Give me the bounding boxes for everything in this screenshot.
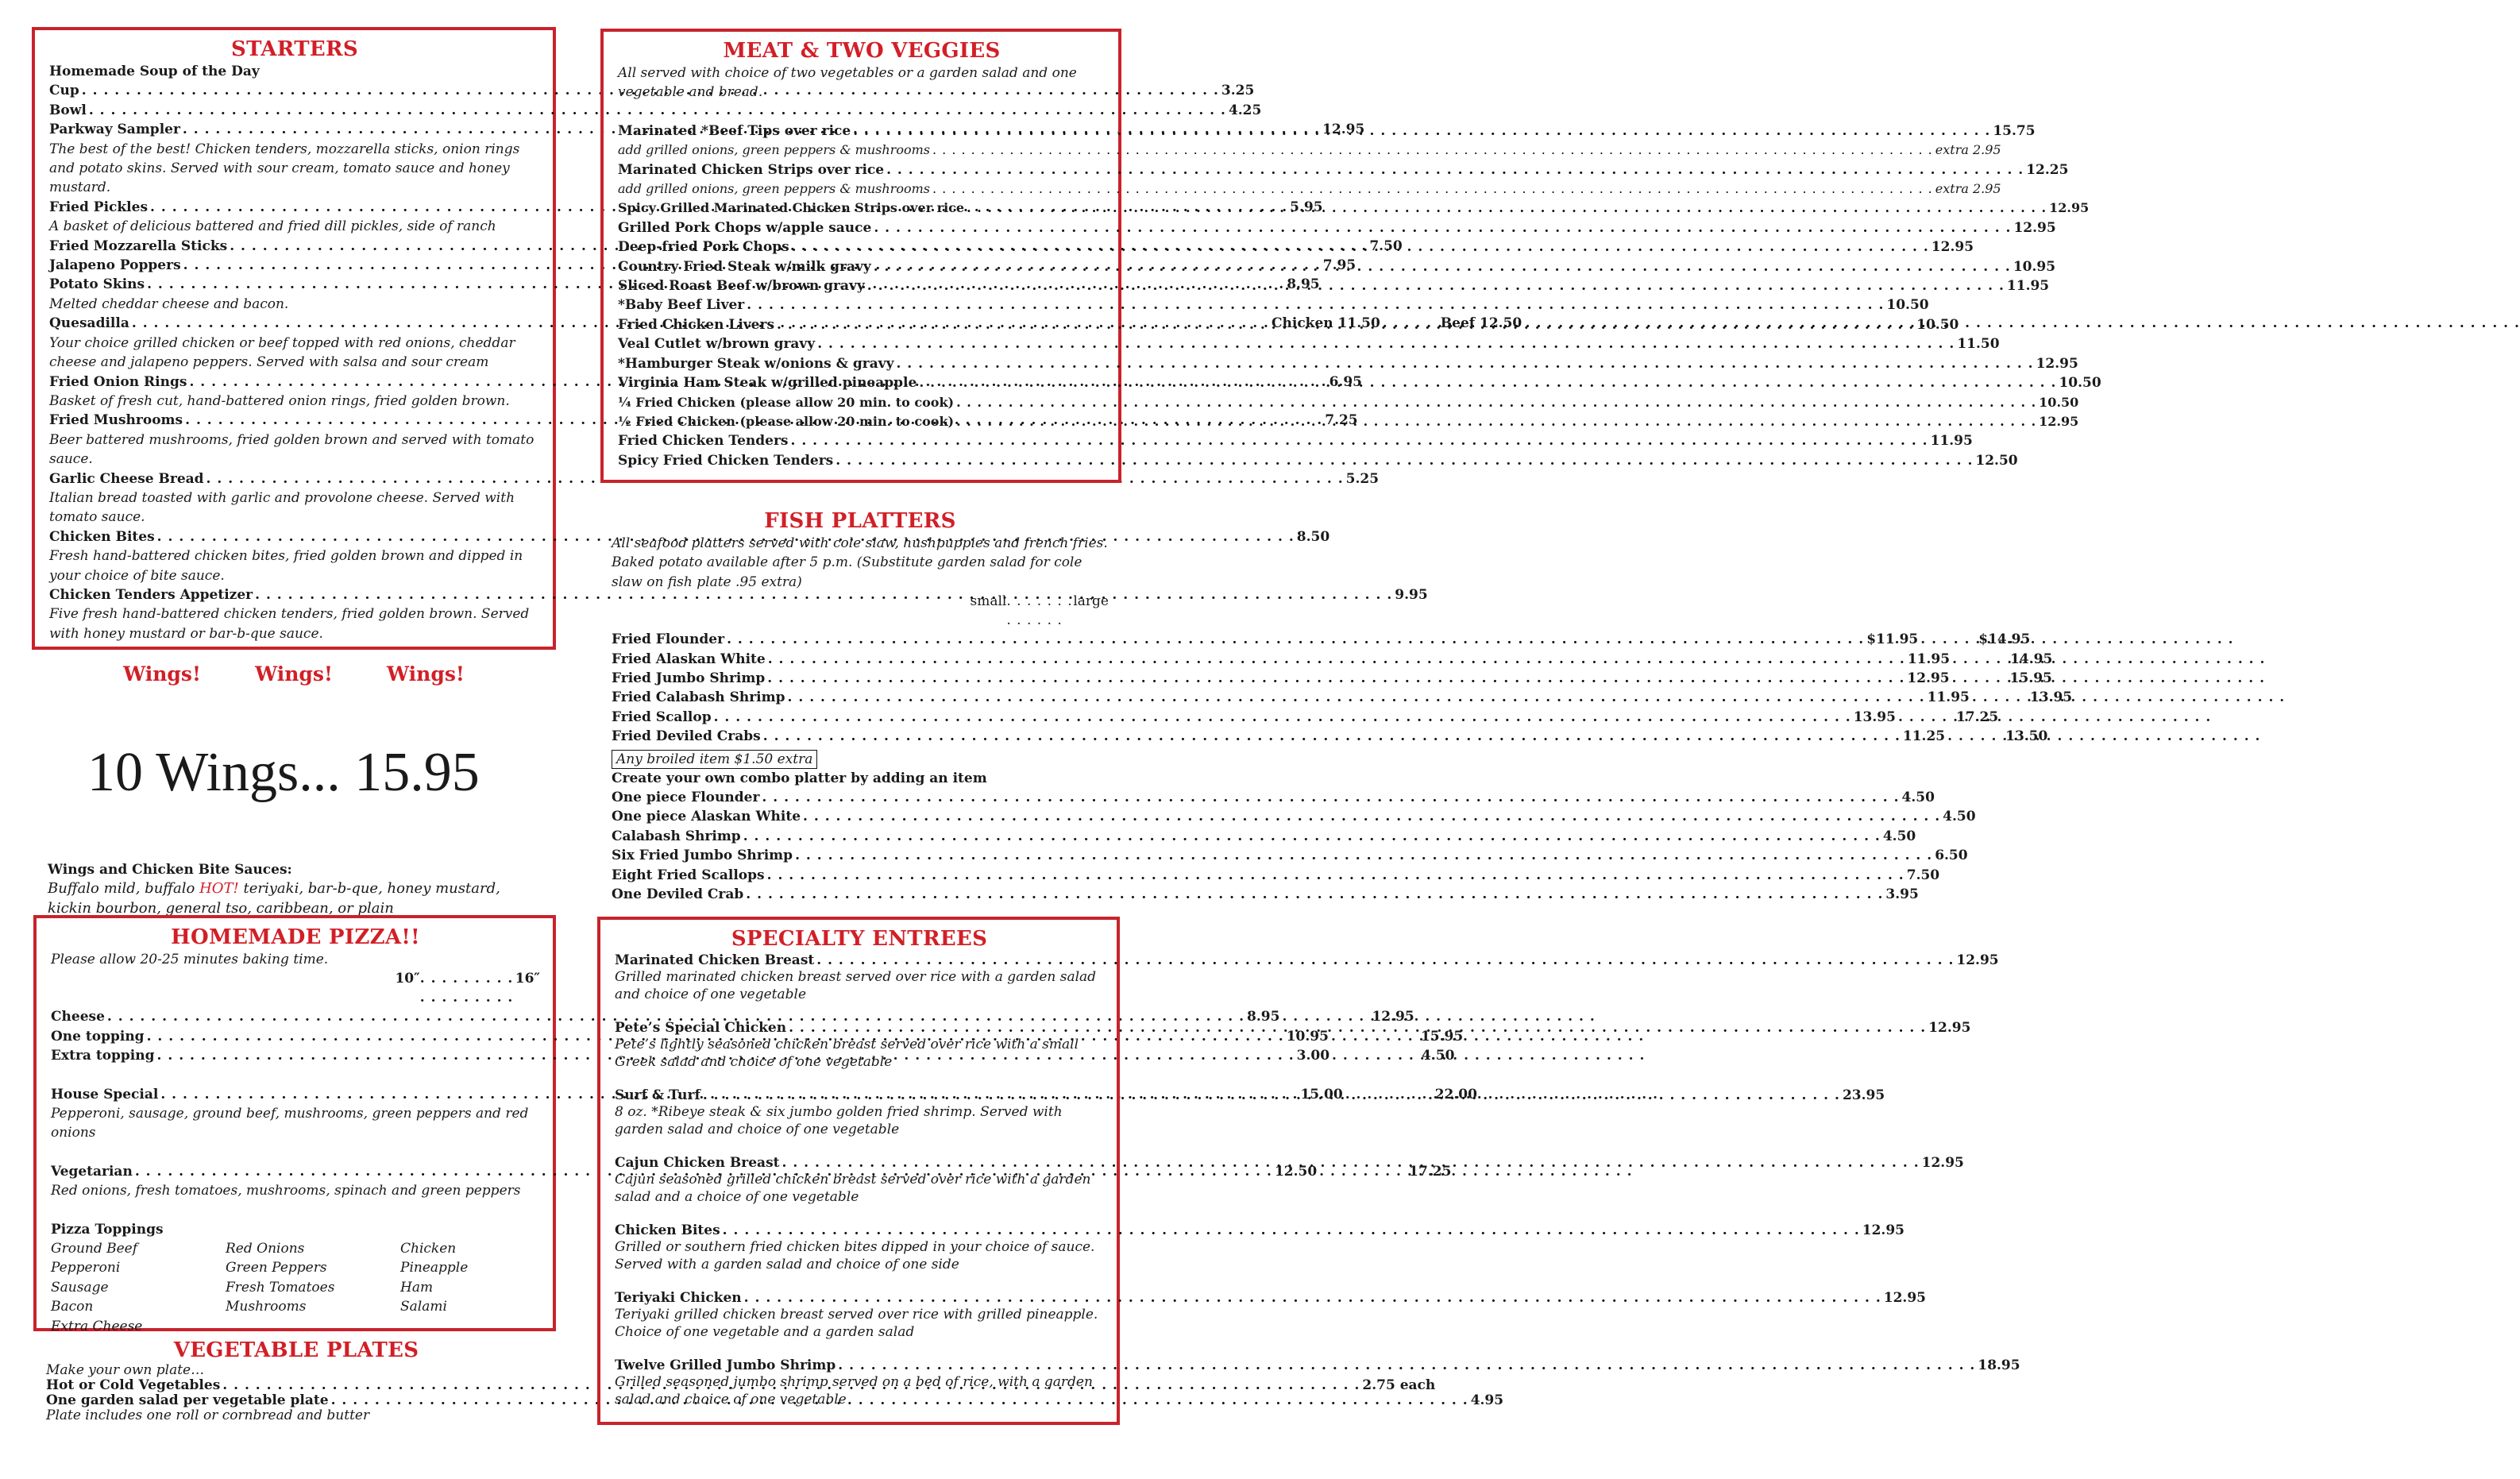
menu-item: Fried Chicken Tenders . . . 11.95 <box>618 431 1106 450</box>
combo-label: Create your own combo platter by adding an item <box>612 770 987 786</box>
item-price: 4.25 <box>1228 102 1262 118</box>
menu-item: Marinated *Beef Tips over rice . . . 15.75 <box>618 122 1106 141</box>
item-description: Teriyaki grilled chicken breast served over rice with grilled pineapple. Choice of one vegetable and a garden salad <box>615 1307 1098 1340</box>
item-description: Grilled or southern fried chicken bites dipped in your choice of sauce. Served with a garden salad and choice of one side <box>615 1239 1095 1272</box>
item-name: Parkway Sampler <box>49 122 180 138</box>
item-price: 7.50 <box>1369 237 1403 254</box>
menu-item: One piece Alaskan White . . . 4.50 <box>612 807 1109 826</box>
sauces-label: Wings and Chicken Bite Sauces: <box>48 862 292 878</box>
veg-footer: Plate includes one roll or cornbread and butter <box>46 1408 370 1423</box>
specialty-title: SPECIALTY ENTREES <box>731 927 988 951</box>
item-description: Fresh hand-battered chicken bites, fried golden brown and dipped in your choice of bite sauce. <box>49 548 523 584</box>
item-price: Chicken 11.50 <box>1271 315 1380 332</box>
pizza-title: HOMEMADE PIZZA!! <box>171 925 420 949</box>
fish-title: FISH PLATTERS <box>764 509 956 533</box>
item-price: 5.95 <box>1290 199 1323 215</box>
menu-item: Fried Jumbo Shrimp . . . 12.95 . . . 15.95 <box>612 669 1109 688</box>
toppings-grid <box>51 1239 540 1336</box>
topping: Ground Beef <box>51 1241 138 1257</box>
item-description: Pepperoni, sausage, ground beef, mushrooms, green peppers and red onions <box>51 1106 529 1141</box>
menu-item: Spicy Fried Chicken Tenders . . . 12.50 <box>618 451 1106 470</box>
fish-note: All seafood platters served with cole slaw, hushpuppies and french fries. Baked potato available after 5 p.m. (Substitute garden salad for cole slaw on fish plate .95 extra) <box>612 535 1108 590</box>
item-description: A basket of delicious battered and fried dill pickles, side of ranch <box>49 218 496 235</box>
topping: Pepperoni <box>51 1260 121 1276</box>
menu-item: Fried Calabash Shrimp . . . 11.95 . . . 13.95 <box>612 688 1109 707</box>
item-name: Quesadilla <box>49 315 129 332</box>
menu-item <box>49 101 1262 120</box>
menu-item: Fried Flounder . . . $11.95 . . . $14.95 <box>612 630 1109 649</box>
menu-item-addon: add grilled onions, green peppers & mushrooms . . . extra 2.95 <box>618 180 1106 199</box>
menu-item: Eight Fried Scallops . . . 7.50 <box>612 866 1109 885</box>
menu-item: Extra topping . . . 3.00 . . . 4.50 <box>51 1046 540 1065</box>
veg-note: Make your own plate… <box>46 1362 205 1378</box>
pizza-note: Please allow 20-25 minutes baking time. <box>51 952 329 967</box>
sauces-list: kickin bourbon, general tso, caribbean, or plain <box>48 899 394 917</box>
menu-item <box>49 469 1380 488</box>
menu-item: *Hamburger Steak w/onions & gravy . . . 12.95 <box>618 354 1106 373</box>
menu-item: Country Fried Steak w/milk gravy . . . 10.95 <box>618 257 1106 276</box>
item-description: Grilled marinated chicken breast served over rice with a garden salad and choice of one vegetable <box>615 969 1097 1002</box>
menu-item-name: Homemade Soup of the Day <box>49 64 260 79</box>
item-description: The best of the best! Chicken tenders, mozzarella sticks, onion rings and potato skins. Served with sour cream, tomato sauce and honey mustard. <box>49 141 520 196</box>
item-description: Five fresh hand-battered chicken tenders, fried golden brown. Served with honey mustard or bar-b-que sauce. <box>49 606 530 642</box>
menu-item: Spicy Grilled Marinated Chicken Strips over rice . . . 12.95 <box>618 199 1106 218</box>
menu-item: One garden salad per vegetable plate . . . 4.95 <box>46 1393 546 1408</box>
menu-item: Fried Deviled Crabs . . . 11.25 . . . 13.50 <box>612 727 1109 746</box>
menu-item: Grilled Pork Chops w/apple sauce . . . 12.95 <box>618 218 1106 237</box>
item-name: Cup <box>49 83 79 99</box>
menu-item: Teriyaki Chicken . . . 12.95 <box>615 1289 1104 1307</box>
item-price: 6.95 <box>1329 373 1362 390</box>
menu-item: Virginia Ham Steak w/grilled pineapple . . . 10.50 <box>618 373 1106 392</box>
item-description: 8 oz. *Ribeye steak & six jumbo golden fried shrimp. Served with garden salad and choice of one vegetable <box>615 1104 1063 1137</box>
menu-item: One Deviled Crab . . . 3.95 <box>612 885 1109 904</box>
item-price: Beef 12.50 <box>1440 315 1522 332</box>
item-name: Fried Mushrooms <box>49 412 183 429</box>
vegetable-plates-title: VEGETABLE PLATES <box>173 1338 419 1362</box>
wings-shout: Wings! Wings! Wings! <box>123 662 465 685</box>
item-description: Cajun seasoned grilled chicken breast served over rice with a garden salad and a choice of one vegetable <box>615 1172 1091 1205</box>
menu-item <box>49 198 1323 217</box>
item-price: 9.95 <box>1395 586 1428 603</box>
menu-item: Marinated Chicken Strips over rice . . . 12.25 <box>618 160 1106 180</box>
broiled-note-wrap <box>612 750 1109 769</box>
menu-item: Marinated Chicken Breast . . . 12.95 <box>615 952 1104 969</box>
menu-item: Calabash Shrimp . . . 4.50 <box>612 827 1109 846</box>
item-name: Potato Skins <box>49 276 145 293</box>
wings-section <box>32 659 556 917</box>
menu-item <box>49 585 1428 604</box>
topping: Bacon <box>51 1299 94 1315</box>
menu-item: Fried Scallop . . . 13.95 . . . 17.25 <box>612 708 1109 727</box>
item-description: Grilled seasoned jumbo shrimp served on a bed of rice, with a garden salad and choice of one vegetable <box>615 1374 1093 1408</box>
menu-item: Cheese . . . 8.95 . . . 12.95 <box>51 1007 540 1026</box>
topping: Green Peppers <box>226 1260 327 1276</box>
item-description: Red onions, fresh tomatoes, mushrooms, spinach and green peppers <box>51 1183 521 1199</box>
topping: Fresh Tomatoes <box>226 1279 335 1296</box>
menu-item: Veal Cutlet w/brown gravy . . . 11.50 <box>618 334 1106 353</box>
menu-item <box>49 275 1320 294</box>
menu-item: Fried Alaskan White . . . 11.95 . . . 14.95 <box>612 650 1109 669</box>
item-price: 3.25 <box>1221 83 1255 99</box>
menu-item <box>49 527 1330 546</box>
fish-size-header: small . . . . . . . . . . . . . large <box>970 593 1109 629</box>
wings-price-banner: 10 Wings... 15.95 <box>87 742 480 803</box>
menu-item: Vegetarian . . . 12.50 . . . 17.25 <box>51 1162 540 1181</box>
menu-item-addon: add grilled onions, green peppers & mushrooms . . . extra 2.95 <box>618 141 1106 160</box>
topping: Salami <box>400 1299 447 1315</box>
item-description: Basket of fresh cut, hand-battered onion rings, fried golden brown. <box>49 392 510 409</box>
item-description: Italian bread toasted with garlic and provolone cheese. Served with tomato sauce. <box>49 489 515 526</box>
menu-item: Pete’s Special Chicken . . . 12.95 <box>615 1019 1104 1037</box>
topping: Red Onions <box>226 1241 305 1257</box>
sauces-list: Buffalo mild, buffalo HOT! teriyaki, bar-b-que, honey mustard, <box>48 880 500 898</box>
item-price: 5.25 <box>1345 470 1380 487</box>
menu-item: Cajun Chicken Breast . . . 12.95 <box>615 1154 1104 1172</box>
menu-item: House Special . . . 15.00 . . . 22.00 <box>51 1085 540 1104</box>
item-price: 8.95 <box>1287 276 1320 293</box>
pizza-size-header: 10″ . . . . . . . . . . . . . . . . . . 16″ <box>395 971 540 1006</box>
topping: Pineapple <box>400 1260 469 1276</box>
menu-item: Deep-fried Pork Chops . . . 12.95 <box>618 237 1106 257</box>
menu-item: Twelve Grilled Jumbo Shrimp . . . 18.95 <box>615 1357 1104 1374</box>
item-name: Fried Mozzarella Sticks <box>49 237 228 254</box>
toppings-label: Pizza Toppings <box>51 1221 164 1238</box>
item-name: Chicken Tenders Appetizer <box>49 586 253 603</box>
starters-title: STARTERS <box>231 37 358 61</box>
menu-item: ½ Fried Chicken (please allow 20 min. to cook) . . . 12.95 <box>618 412 1106 431</box>
topping: Extra Cheese <box>51 1318 143 1334</box>
meat-title: MEAT & TWO VEGGIES <box>723 39 1001 63</box>
topping: Chicken <box>400 1241 457 1257</box>
menu-item: Six Fried Jumbo Shrimp . . . 6.50 <box>612 846 1109 865</box>
item-name: Garlic Cheese Bread <box>49 470 204 487</box>
item-name: Jalapeno Poppers <box>49 257 181 274</box>
topping: Ham <box>400 1279 434 1296</box>
topping: Sausage <box>51 1279 109 1296</box>
item-name: Fried Onion Rings <box>49 373 187 390</box>
topping: Mushrooms <box>226 1299 307 1315</box>
item-name: Chicken Bites <box>49 528 155 545</box>
menu-item: One topping . . . 10.95 . . . 15.95 <box>51 1027 540 1046</box>
item-description: Melted cheddar cheese and bacon. <box>49 295 289 312</box>
menu-item: One piece Flounder . . . 4.50 <box>612 788 1109 807</box>
menu-item: Chicken Bites . . . 12.95 <box>615 1222 1104 1239</box>
item-price: 7.95 <box>1322 257 1356 274</box>
menu-item: *Baby Beef Liver . . . 10.50 <box>618 295 1106 315</box>
menu-item: Surf & Turf . . . 23.95 <box>615 1087 1104 1104</box>
item-name: Fried Pickles <box>49 199 149 215</box>
menu-item: Fried Chicken Livers . . . 10.50 <box>618 315 1106 334</box>
item-name: Bowl <box>49 102 87 118</box>
menu-item: Sliced Roast Beef w/brown gravy . . . 11.95 <box>618 276 1106 295</box>
menu-item: ¼ Fried Chicken (please allow 20 min. to cook) . . . 10.50 <box>618 393 1106 412</box>
item-description: Pete’s lightly seasoned chicken breast served over rice with a small Greek salad and choice of one vegetable <box>615 1037 1079 1070</box>
item-price: 8.50 <box>1296 528 1330 545</box>
menu-item: Hot or Cold Vegetables . . . 2.75 each <box>46 1378 546 1393</box>
item-price: 12.95 <box>1322 122 1365 138</box>
meat-note: All served with choice of two vegetables or a garden salad and one vegetable and bread. <box>618 65 1077 101</box>
item-description: Your choice grilled chicken or beef topped with red onions, cheddar cheese and jalapeno peppers. Served with salsa and sour cream <box>49 334 515 371</box>
broiled-note: Any broiled item $1.50 extra <box>612 750 817 769</box>
item-description: Beer battered mushrooms, fried golden brown and served with tomato sauce. <box>49 431 534 468</box>
item-price: 7.25 <box>1325 412 1358 429</box>
